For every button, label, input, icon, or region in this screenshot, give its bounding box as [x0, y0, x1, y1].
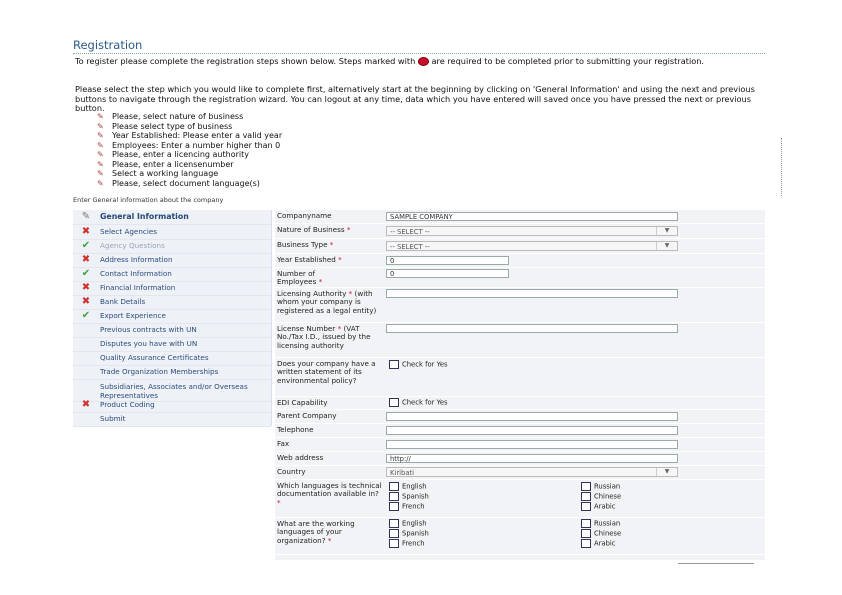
work-lang-french[interactable]: French: [389, 539, 425, 549]
web-address-label: Web address: [277, 453, 324, 462]
pencil-icon: ✎: [97, 121, 104, 131]
nature-of-business-label: Nature of Business *: [277, 225, 351, 234]
country-select[interactable]: Kiribati ▼: [386, 467, 678, 477]
step-bank-details[interactable]: ✖ Bank Details: [73, 295, 271, 310]
validation-message: ✎ Please, enter a licencing authority: [97, 150, 249, 159]
page-title: Registration: [73, 38, 143, 52]
fax-input[interactable]: [386, 440, 678, 449]
vertical-divider: [781, 138, 782, 196]
row-business-type: [275, 239, 765, 254]
step-trade-organization[interactable]: Trade Organization Memberships: [73, 365, 271, 380]
fax-label: Fax: [277, 439, 290, 448]
row-telephone: [275, 424, 765, 438]
step-select-agencies[interactable]: ✖ Select Agencies: [73, 225, 271, 240]
pencil-icon: ✎: [81, 211, 91, 222]
row-fax: [275, 438, 765, 452]
pencil-icon: ✎: [97, 150, 104, 159]
row-environmental-policy: [275, 358, 765, 397]
nature-of-business-select[interactable]: -- SELECT -- ▼: [386, 226, 678, 236]
business-type-select[interactable]: -- SELECT -- ▼: [386, 241, 678, 251]
year-established-label: Year Established *: [277, 255, 342, 264]
company-name-input[interactable]: SAMPLE COMPANY: [386, 212, 678, 221]
doc-lang-chinese[interactable]: Chinese: [581, 492, 621, 502]
cross-icon: ✖: [81, 296, 91, 307]
doc-lang-french[interactable]: French: [389, 502, 425, 512]
row-employees: [275, 268, 765, 288]
validation-message: ✎ Please, select nature of business: [97, 112, 244, 121]
telephone-label: Telephone: [277, 425, 314, 434]
license-number-input[interactable]: [386, 324, 678, 333]
step-contact-information[interactable]: ✔ Contact Information: [73, 267, 271, 282]
doc-lang-english[interactable]: English: [389, 482, 427, 492]
step-export-experience[interactable]: ✔ Export Experience: [73, 309, 271, 324]
pencil-icon: ✎: [97, 112, 104, 121]
telephone-input[interactable]: [386, 426, 678, 435]
pencil-icon: ✎: [97, 140, 104, 150]
checkbox-box[interactable]: [389, 360, 399, 369]
work-lang-arabic[interactable]: Arabic: [581, 539, 616, 549]
row-company-name: [275, 210, 765, 224]
country-label: Country: [277, 467, 306, 476]
working-languages-label: What are the working languages of your organization? *: [277, 519, 355, 545]
pencil-icon: ✎: [97, 169, 104, 178]
validation-messages: [97, 112, 497, 188]
documentation-languages-label: Which languages is technical documentation available in? *: [277, 481, 382, 507]
edi-label: EDI Capability: [277, 398, 328, 407]
section-caption: Enter General information about the company: [73, 196, 224, 204]
cross-icon: ✖: [81, 226, 91, 237]
doc-lang-arabic[interactable]: Arabic: [581, 502, 616, 512]
work-lang-english[interactable]: English: [389, 519, 427, 529]
licensing-authority-label: Licensing Authority * (with whom your company is registered as a legal entity): [277, 289, 377, 315]
step-quality-assurance[interactable]: Quality Assurance Certificates: [73, 351, 271, 366]
checkbox-box[interactable]: [389, 398, 399, 407]
step-agency-questions: ✔ Agency Questions: [73, 239, 271, 254]
row-working-languages: [275, 518, 765, 555]
step-address-information[interactable]: ✖ Address Information: [73, 253, 271, 268]
business-type-label: Business Type *: [277, 240, 334, 249]
work-lang-russian[interactable]: Russian: [581, 519, 620, 529]
help-text: Please select the step which you would like to complete first, alternatively start at the beginning by clicking on 'General Information' and using the next and previous buttons to navigate through the registration wizard. You can logout at any time, data which you have entered will saved once you have pressed the next or previous button.: [75, 84, 755, 113]
chevron-down-icon: ▼: [656, 227, 677, 235]
cross-icon: ✖: [81, 282, 91, 293]
row-license-number: [275, 323, 765, 358]
validation-message: ✎ Please, select document language(s): [97, 178, 260, 188]
intro-text-end: are required to be completed prior to submitting your registration.: [431, 56, 705, 66]
step-previous-contracts[interactable]: Previous contracts with UN: [73, 323, 271, 338]
chevron-down-icon: ▼: [656, 468, 677, 476]
row-parent-company: [275, 410, 765, 424]
cross-icon: ✖: [81, 399, 91, 410]
validation-message: ✎ Year Established: Please enter a valid year: [97, 131, 283, 140]
step-subsidiaries[interactable]: Subsidiaries, Associates and/or Overseas Representatives: [73, 379, 271, 402]
step-product-coding[interactable]: ✖ Product Coding: [73, 398, 271, 413]
intro-text-start: To register please complete the registration steps shown below. Steps marked with: [75, 56, 416, 66]
row-web-address: [275, 452, 765, 466]
validation-message: ✎ Please, enter a licensenumber: [97, 159, 234, 169]
year-established-input[interactable]: 0: [386, 256, 509, 265]
row-edi: [275, 397, 765, 410]
doc-lang-spanish[interactable]: Spanish: [389, 492, 429, 502]
company-name-label: Companyname: [277, 211, 332, 220]
environmental-policy-checkbox[interactable]: Check for Yes: [389, 360, 448, 370]
check-icon: ✔: [81, 310, 91, 321]
general-information-form: [275, 210, 765, 560]
wizard-steps-sidebar: [73, 210, 272, 426]
validation-message: ✎ Employees: Enter a number higher than 0: [97, 140, 281, 150]
check-icon: ✔: [81, 240, 91, 251]
work-lang-spanish[interactable]: Spanish: [389, 529, 429, 539]
pencil-icon: ✎: [97, 131, 104, 140]
pencil-icon: ✎: [97, 178, 104, 188]
parent-company-label: Parent Company: [277, 411, 337, 420]
cross-icon: ✖: [81, 254, 91, 265]
step-general-information[interactable]: ✎ General Information: [73, 210, 271, 225]
chevron-down-icon: ▼: [656, 242, 677, 250]
license-number-label: License Number * (VAT No./Tax I.D., issued by the licensing authority: [277, 324, 371, 350]
row-licensing-authority: [275, 288, 765, 323]
employees-input[interactable]: 0: [386, 269, 509, 278]
employees-label: Number of Employees *: [277, 269, 323, 287]
web-address-input[interactable]: http://: [386, 454, 678, 463]
row-country: [275, 466, 765, 480]
environmental-policy-label: Does your company have a written statement of its environmental policy?: [277, 359, 376, 385]
work-lang-chinese[interactable]: Chinese: [581, 529, 621, 539]
intro-text: [75, 57, 765, 67]
row-documentation-languages: [275, 480, 765, 518]
pencil-icon: ✎: [97, 159, 104, 169]
next-button-edge[interactable]: [678, 563, 754, 564]
step-submit[interactable]: Submit: [73, 412, 271, 427]
required-step-icon: [418, 57, 429, 66]
check-icon: ✔: [81, 268, 91, 279]
validation-message: ✎ Please select type of business: [97, 121, 233, 131]
licensing-authority-input[interactable]: [386, 289, 678, 298]
edi-checkbox[interactable]: Check for Yes: [389, 398, 448, 408]
title-divider: [73, 53, 765, 54]
parent-company-input[interactable]: [386, 412, 678, 421]
row-nature-of-business: [275, 224, 765, 239]
row-year-established: [275, 254, 765, 268]
step-financial-information[interactable]: ✖ Financial Information: [73, 281, 271, 296]
doc-lang-russian[interactable]: Russian: [581, 482, 620, 492]
step-disputes[interactable]: Disputes you have with UN: [73, 337, 271, 352]
validation-message: ✎ Select a working language: [97, 169, 219, 178]
